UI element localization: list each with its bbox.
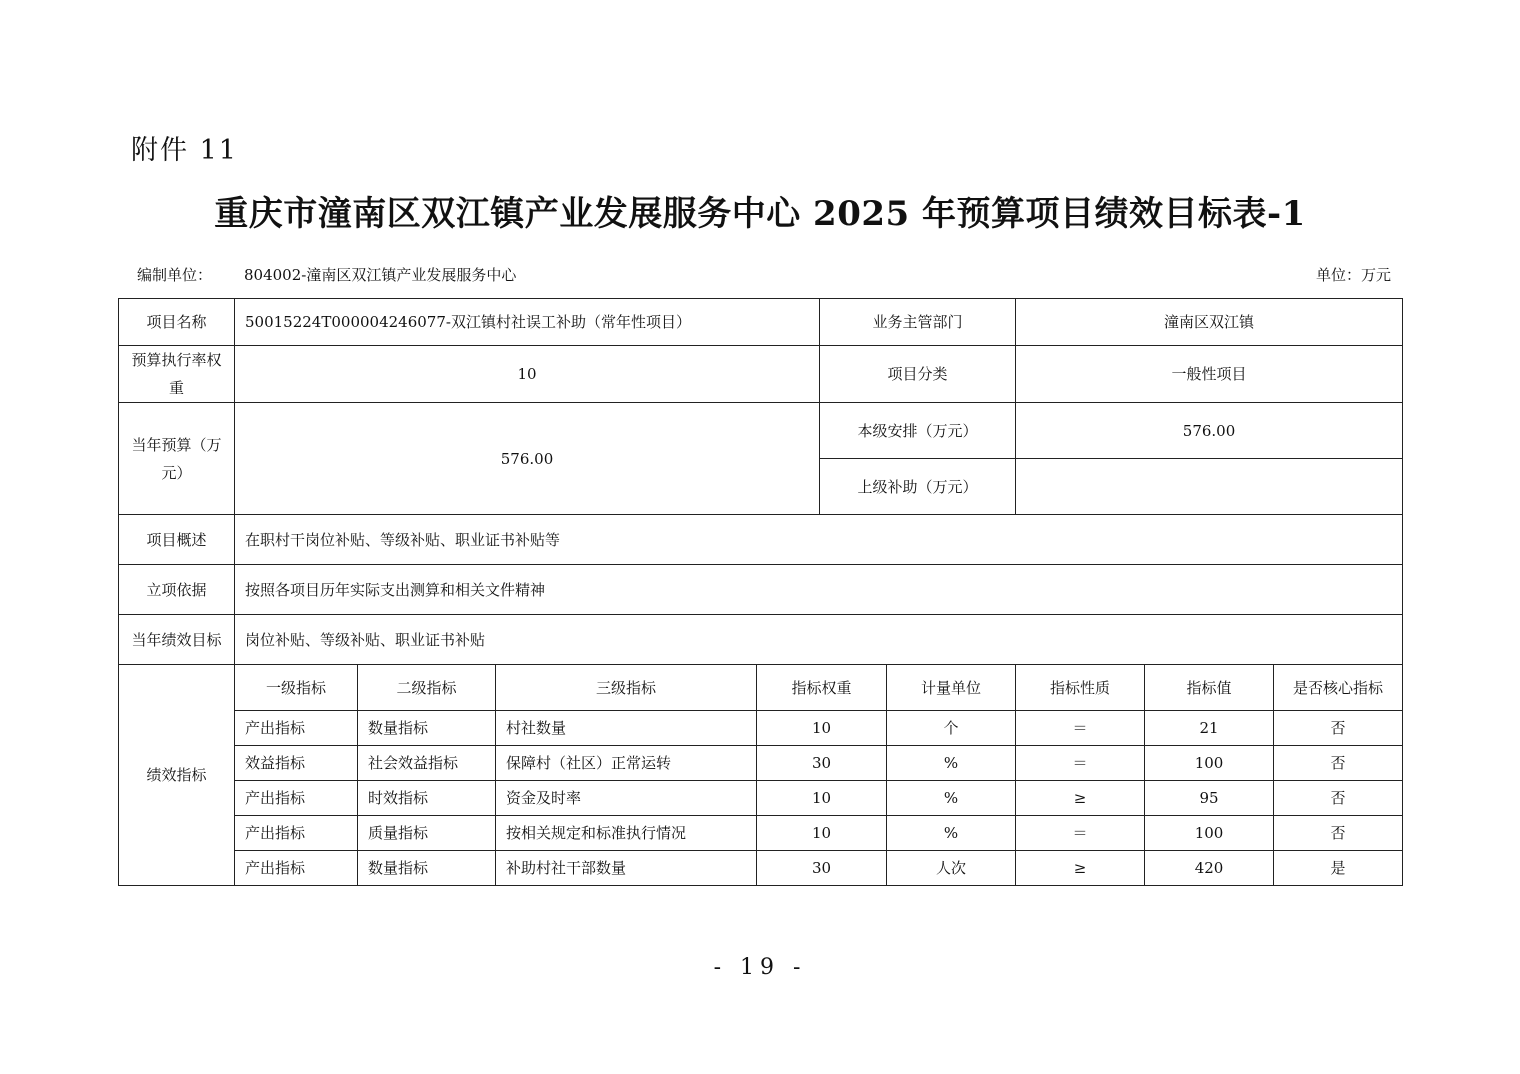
col-level1: 一级指标: [235, 665, 358, 711]
performance-goal-table: [118, 298, 1403, 886]
level2-cell: 质量指标: [358, 816, 496, 851]
core-cell: 否: [1274, 816, 1403, 851]
overview-label: 项目概述: [119, 515, 235, 565]
level3-cell: 保障村（社区）正常运转: [496, 746, 757, 781]
level1-cell: 产出指标: [235, 711, 358, 746]
col-core: 是否核心指标: [1274, 665, 1403, 711]
category-label: 项目分类: [820, 346, 1016, 403]
goal-label: 当年绩效目标: [119, 615, 235, 665]
weight-cell: 10: [757, 816, 887, 851]
exec-rate-label: 预算执行率权重: [119, 346, 235, 403]
level2-cell: 社会效益指标: [358, 746, 496, 781]
core-cell: 否: [1274, 781, 1403, 816]
core-cell: 否: [1274, 746, 1403, 781]
exec-rate-value: 10: [235, 346, 820, 403]
col-level2: 二级指标: [358, 665, 496, 711]
level1-cell: 产出指标: [235, 816, 358, 851]
row-goal: [119, 615, 1403, 665]
budget-value: 576.00: [235, 403, 820, 515]
col-value: 指标值: [1145, 665, 1274, 711]
value-cell: 100: [1145, 746, 1274, 781]
core-cell: 是: [1274, 851, 1403, 886]
level3-cell: 按相关规定和标准执行情况: [496, 816, 757, 851]
unit-cell: 个: [887, 711, 1016, 746]
col-nature: 指标性质: [1016, 665, 1145, 711]
currency-unit: 单位：万元: [1315, 266, 1391, 284]
level1-cell: 产出指标: [235, 851, 358, 886]
col-level3: 三级指标: [496, 665, 757, 711]
level2-cell: 数量指标: [358, 711, 496, 746]
value-cell: 100: [1145, 816, 1274, 851]
nature-cell: ≥: [1016, 851, 1145, 886]
category-value: 一般性项目: [1016, 346, 1403, 403]
budget-label: 当年预算（万元）: [119, 403, 235, 515]
row-exec-rate: [119, 346, 1403, 403]
local-arrangement-value: 576.00: [1016, 403, 1403, 459]
col-unit: 计量单位: [887, 665, 1016, 711]
overview-value: 在职村干岗位补贴、等级补贴、职业证书补贴等: [235, 515, 1403, 565]
indicator-row: [119, 746, 1403, 781]
unit-cell: 人次: [887, 851, 1016, 886]
level3-cell: 补助村社干部数量: [496, 851, 757, 886]
weight-cell: 10: [757, 711, 887, 746]
nature-cell: ＝: [1016, 816, 1145, 851]
row-budget: [119, 403, 1403, 459]
row-basis: [119, 565, 1403, 615]
upper-subsidy-value: [1016, 459, 1403, 515]
weight-cell: 10: [757, 781, 887, 816]
weight-cell: 30: [757, 746, 887, 781]
level2-cell: 数量指标: [358, 851, 496, 886]
level1-cell: 效益指标: [235, 746, 358, 781]
level3-cell: 村社数量: [496, 711, 757, 746]
local-arrangement-label: 本级安排（万元）: [820, 403, 1016, 459]
core-cell: 否: [1274, 711, 1403, 746]
dept-value: 潼南区双江镇: [1016, 299, 1403, 346]
goal-value: 岗位补贴、等级补贴、职业证书补贴: [235, 615, 1403, 665]
project-name-label: 项目名称: [119, 299, 235, 346]
unit-cell: %: [887, 746, 1016, 781]
page-number: - 19 -: [713, 955, 807, 980]
compiling-unit-value: 804002-潼南区双江镇产业发展服务中心: [244, 266, 517, 284]
indicators-section-label: 绩效指标: [119, 665, 235, 886]
nature-cell: ＝: [1016, 711, 1145, 746]
page-title: 重庆市潼南区双江镇产业发展服务中心 2025 年预算项目绩效目标表-1: [214, 194, 1306, 234]
weight-cell: 30: [757, 851, 887, 886]
project-name-value: 50015224T000004246077-双江镇村社误工补助（常年性项目）: [235, 299, 820, 346]
value-cell: 95: [1145, 781, 1274, 816]
attachment-label: 附件 11: [131, 135, 238, 166]
nature-cell: ≥: [1016, 781, 1145, 816]
indicator-row: [119, 711, 1403, 746]
indicator-row: [119, 781, 1403, 816]
level2-cell: 时效指标: [358, 781, 496, 816]
unit-cell: %: [887, 816, 1016, 851]
compiling-unit-label: 编制单位：: [137, 266, 213, 284]
basis-value: 按照各项目历年实际支出测算和相关文件精神: [235, 565, 1403, 615]
upper-subsidy-label: 上级补助（万元）: [820, 459, 1016, 515]
level1-cell: 产出指标: [235, 781, 358, 816]
unit-cell: %: [887, 781, 1016, 816]
value-cell: 420: [1145, 851, 1274, 886]
dept-label: 业务主管部门: [820, 299, 1016, 346]
level3-cell: 资金及时率: [496, 781, 757, 816]
value-cell: 21: [1145, 711, 1274, 746]
indicator-row: [119, 851, 1403, 886]
col-weight: 指标权重: [757, 665, 887, 711]
nature-cell: ＝: [1016, 746, 1145, 781]
basis-label: 立项依据: [119, 565, 235, 615]
indicator-row: [119, 816, 1403, 851]
row-project-name: [119, 299, 1403, 346]
row-overview: [119, 515, 1403, 565]
indicator-header-row: [119, 665, 1403, 711]
